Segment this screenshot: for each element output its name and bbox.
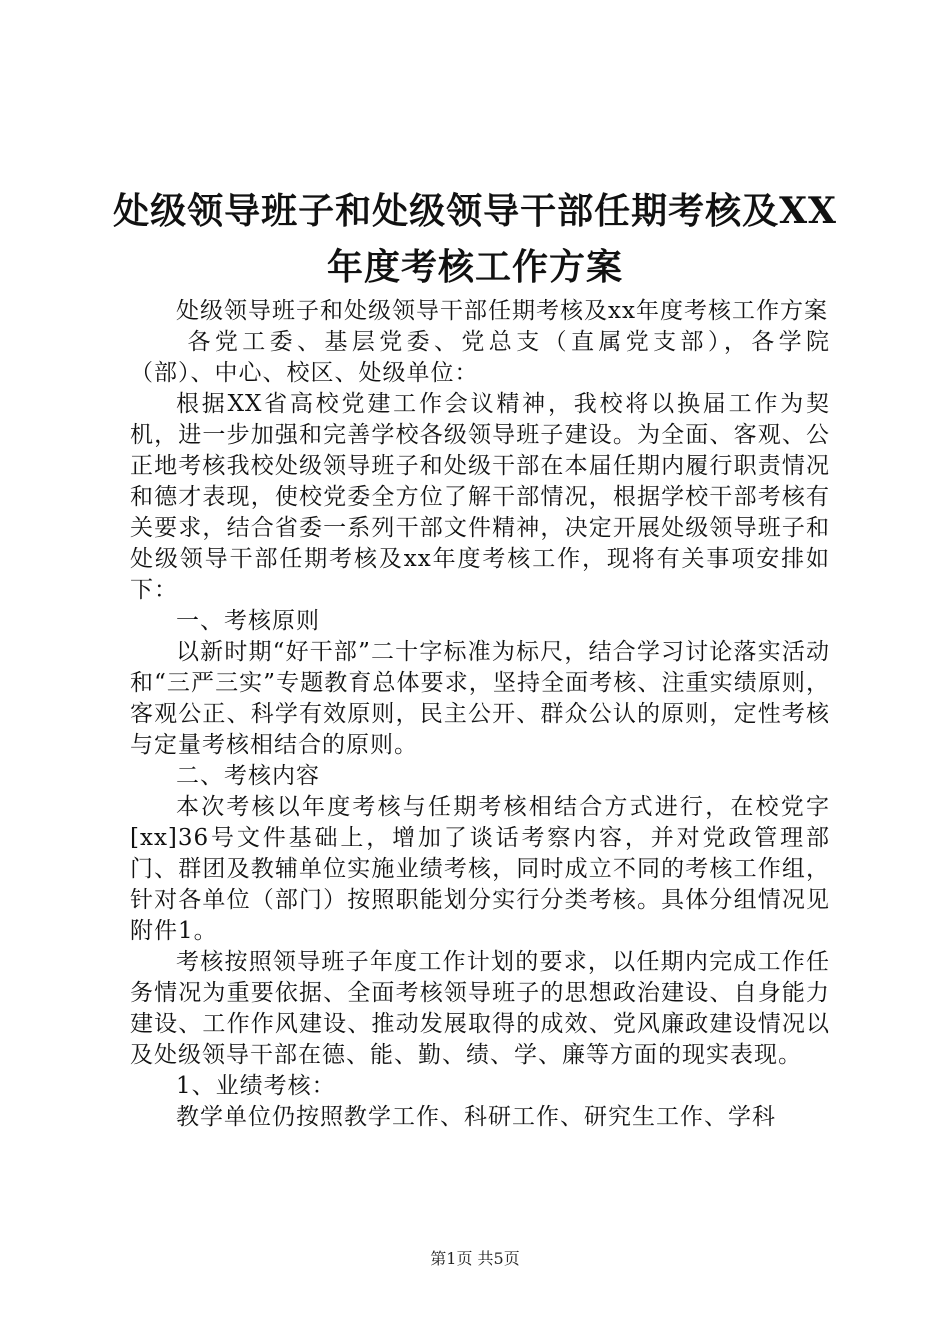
section-heading-principles: 一、考核原则: [176, 608, 320, 634]
document-title-line-1: 处级领导班子和处级领导干部任期考核及XX: [113, 190, 837, 232]
paragraph-heading-repeat: 处级领导班子和处级领导干部任期考核及xx年度考核工作方案: [176, 298, 828, 324]
document-body: [130, 296, 830, 1133]
page-number-footer: 第1页 共5页: [430, 1249, 520, 1268]
paragraph-content-2: 考核按照领导班子年度工作计划的要求，以任期内完成工作任务情况为重要依据、全面考核领导班子的思想政治建设、自身能力建设、工作作风建设、推动发展取得的成效、党风廉政建设情况以及处级领导干部在德、能、勤、绩、学、廉等方面的现实表现。: [130, 949, 830, 1068]
section-heading-content: 二、考核内容: [176, 763, 320, 789]
paragraph-principles: 以新时期“好干部”二十字标准为标尺，结合学习讨论落实活动和“三严三实”专题教育总体要求，坚持全面考核、注重实绩原则，客观公正、科学有效原则，民主公开、群众公认的原则，定性考核与定量考核相结合的原则。: [130, 639, 830, 758]
subsection-heading-performance: 1、业绩考核：: [176, 1073, 336, 1099]
paragraph-addressee: 各党工委、基层党委、党总支（直属党支部），各学院（部）、中心、校区、处级单位：: [130, 329, 830, 386]
paragraph-content-1: 本次考核以年度考核与任期考核相结合方式进行，在校党字[xx]36号文件基础上，增加了谈话考察内容，并对党政管理部门、群团及教辅单位实施业绩考核，同时成立不同的考核工作组，针对各单位（部门）按照职能划分实行分类考核。具体分组情况见附件1。: [130, 794, 830, 944]
document-title-line-2: 年度考核工作方案: [326, 246, 623, 288]
paragraph-performance: 教学单位仍按照教学工作、科研工作、研究生工作、学科: [176, 1104, 776, 1130]
paragraph-intro: 根据XX省高校党建工作会议精神，我校将以换届工作为契机，进一步加强和完善学校各级领导班子建设。为全面、客观、公正地考核我校处级领导班子和处级干部在本届任期内履行职责情况和德才表现，使校党委全方位了解干部情况，根据学校干部考核有关要求，结合省委一系列干部文件精神，决定开展处级领导班子和处级领导干部任期考核及xx年度考核工作，现将有关事项安排如下：: [130, 391, 830, 603]
